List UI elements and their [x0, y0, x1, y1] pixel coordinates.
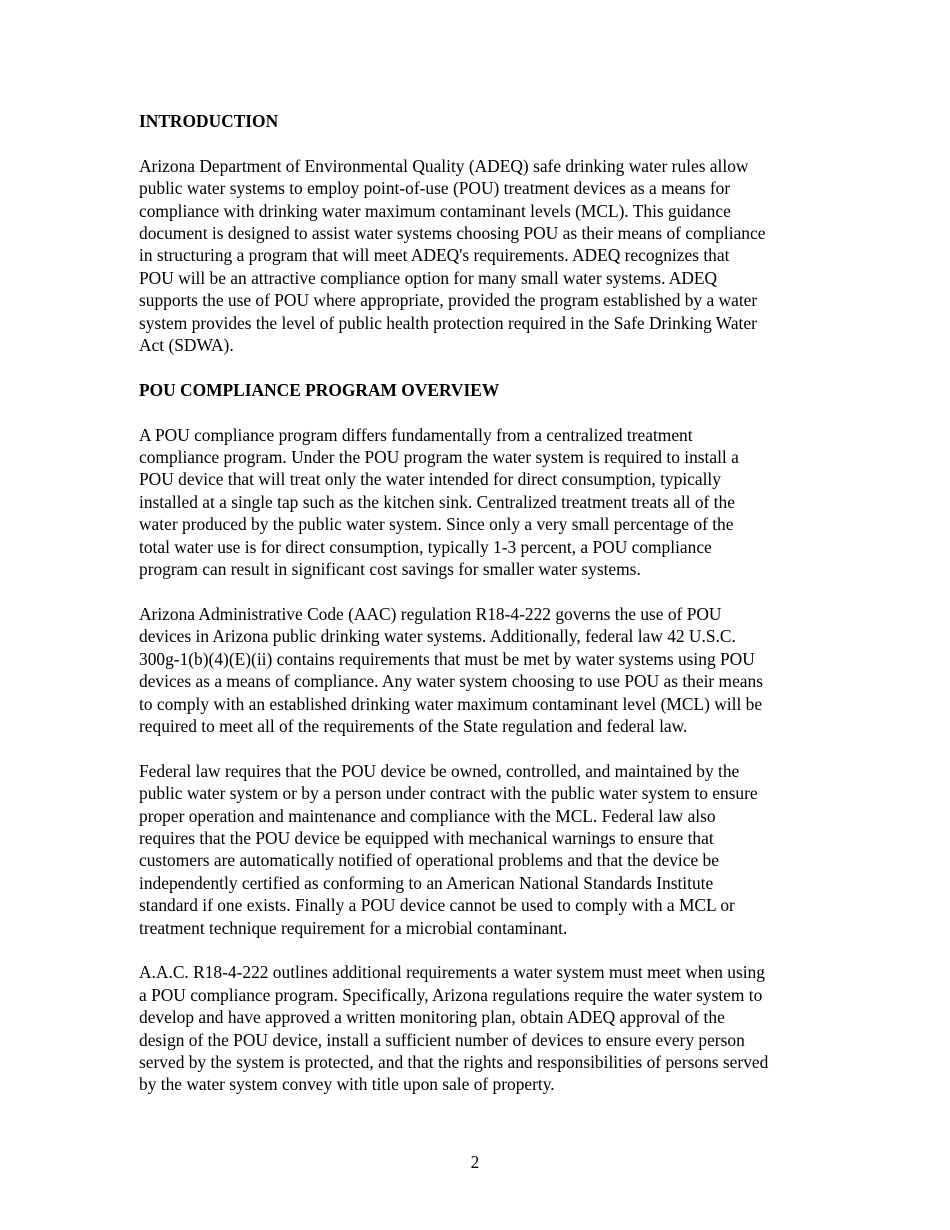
- text-line: Federal law requires that the POU device be owned, controlled, and maintained by the: [139, 760, 740, 781]
- paragraph: [139, 760, 815, 939]
- text-line: total water use is for direct consumption, typically 1-3 percent, a POU compliance: [139, 536, 712, 557]
- paragraph: [139, 961, 815, 1095]
- text-line: system provides the level of public health protection required in the Safe Drinking Water: [139, 312, 757, 333]
- text-line: devices as a means of compliance. Any water system choosing to use POU as their means: [139, 671, 763, 692]
- text-line: A.A.C. R18-4-222 outlines additional requirements a water system must meet when using: [139, 962, 765, 983]
- document-page: [139, 110, 815, 1118]
- text-line: to comply with an established drinking water maximum contaminant level (MCL) will be: [139, 693, 763, 714]
- text-line: A POU compliance program differs fundamentally from a centralized treatment: [139, 424, 693, 445]
- text-line: a POU compliance program. Specifically, Arizona regulations require the water system to: [139, 984, 763, 1005]
- text-line: proper operation and maintenance and compliance with the MCL. Federal law also: [139, 805, 716, 826]
- text-line: compliance with drinking water maximum contaminant levels (MCL). This guidance: [139, 200, 731, 221]
- text-line: POU will be an attractive compliance option for many small water systems. ADEQ: [139, 267, 718, 288]
- text-line: required to meet all of the requirements of the State regulation and federal law.: [139, 715, 688, 736]
- text-line: served by the system is protected, and that the rights and responsibilities of persons served: [139, 1051, 769, 1072]
- text-line: in structuring a program that will meet ADEQ's requirements. ADEQ recognizes that: [139, 245, 730, 266]
- text-line: design of the POU device, install a sufficient number of devices to ensure every person: [139, 1029, 745, 1050]
- text-line: public water system or by a person under contract with the public water system to ensure: [139, 783, 758, 804]
- section-introduction: [139, 110, 815, 356]
- paragraph: [139, 424, 815, 581]
- text-line: 300g-1(b)(4)(E)(ii) contains requirements that must be met by water systems using POU: [139, 648, 755, 669]
- text-line: customers are automatically notified of operational problems and that the device be: [139, 850, 719, 871]
- paragraph: [139, 155, 815, 357]
- text-line: by the water system convey with title upon sale of property.: [139, 1074, 555, 1095]
- text-line: compliance program. Under the POU program the water system is required to install a: [139, 447, 739, 468]
- page-number: 2: [470, 1152, 480, 1172]
- text-line: Arizona Department of Environmental Quality (ADEQ) safe drinking water rules allow: [139, 155, 749, 176]
- text-line: treatment technique requirement for a microbial contaminant.: [139, 917, 568, 938]
- section-heading: POU COMPLIANCE PROGRAM OVERVIEW: [139, 379, 500, 400]
- text-line: standard if one exists. Finally a POU device cannot be used to comply with a MCL or: [139, 895, 735, 916]
- text-line: Act (SDWA).: [139, 335, 234, 356]
- text-line: POU device that will treat only the water intended for direct consumption, typically: [139, 469, 721, 490]
- text-line: program can result in significant cost savings for smaller water systems.: [139, 559, 641, 580]
- paragraph: [139, 603, 815, 737]
- text-line: document is designed to assist water systems choosing POU as their means of compliance: [139, 223, 766, 244]
- section-heading: INTRODUCTION: [139, 111, 279, 131]
- text-line: requires that the POU device be equipped with mechanical warnings to ensure that: [139, 827, 714, 848]
- text-line: installed at a single tap such as the kitchen sink. Centralized treatment treats all of the: [139, 491, 735, 512]
- text-line: devices in Arizona public drinking water systems. Additionally, federal law 42 U.S.C.: [139, 626, 736, 647]
- text-line: develop and have approved a written monitoring plan, obtain ADEQ approval of the: [139, 1007, 725, 1028]
- section-pou-overview: [139, 379, 815, 1096]
- text-line: water produced by the public water system. Since only a very small percentage of the: [139, 514, 734, 535]
- text-line: supports the use of POU where appropriate, provided the program established by a water: [139, 290, 758, 311]
- text-line: Arizona Administrative Code (AAC) regulation R18-4-222 governs the use of POU: [139, 603, 722, 624]
- text-line: public water systems to employ point-of-use (POU) treatment devices as a means for: [139, 178, 731, 199]
- text-line: independently certified as conforming to an American National Standards Institute: [139, 872, 714, 893]
